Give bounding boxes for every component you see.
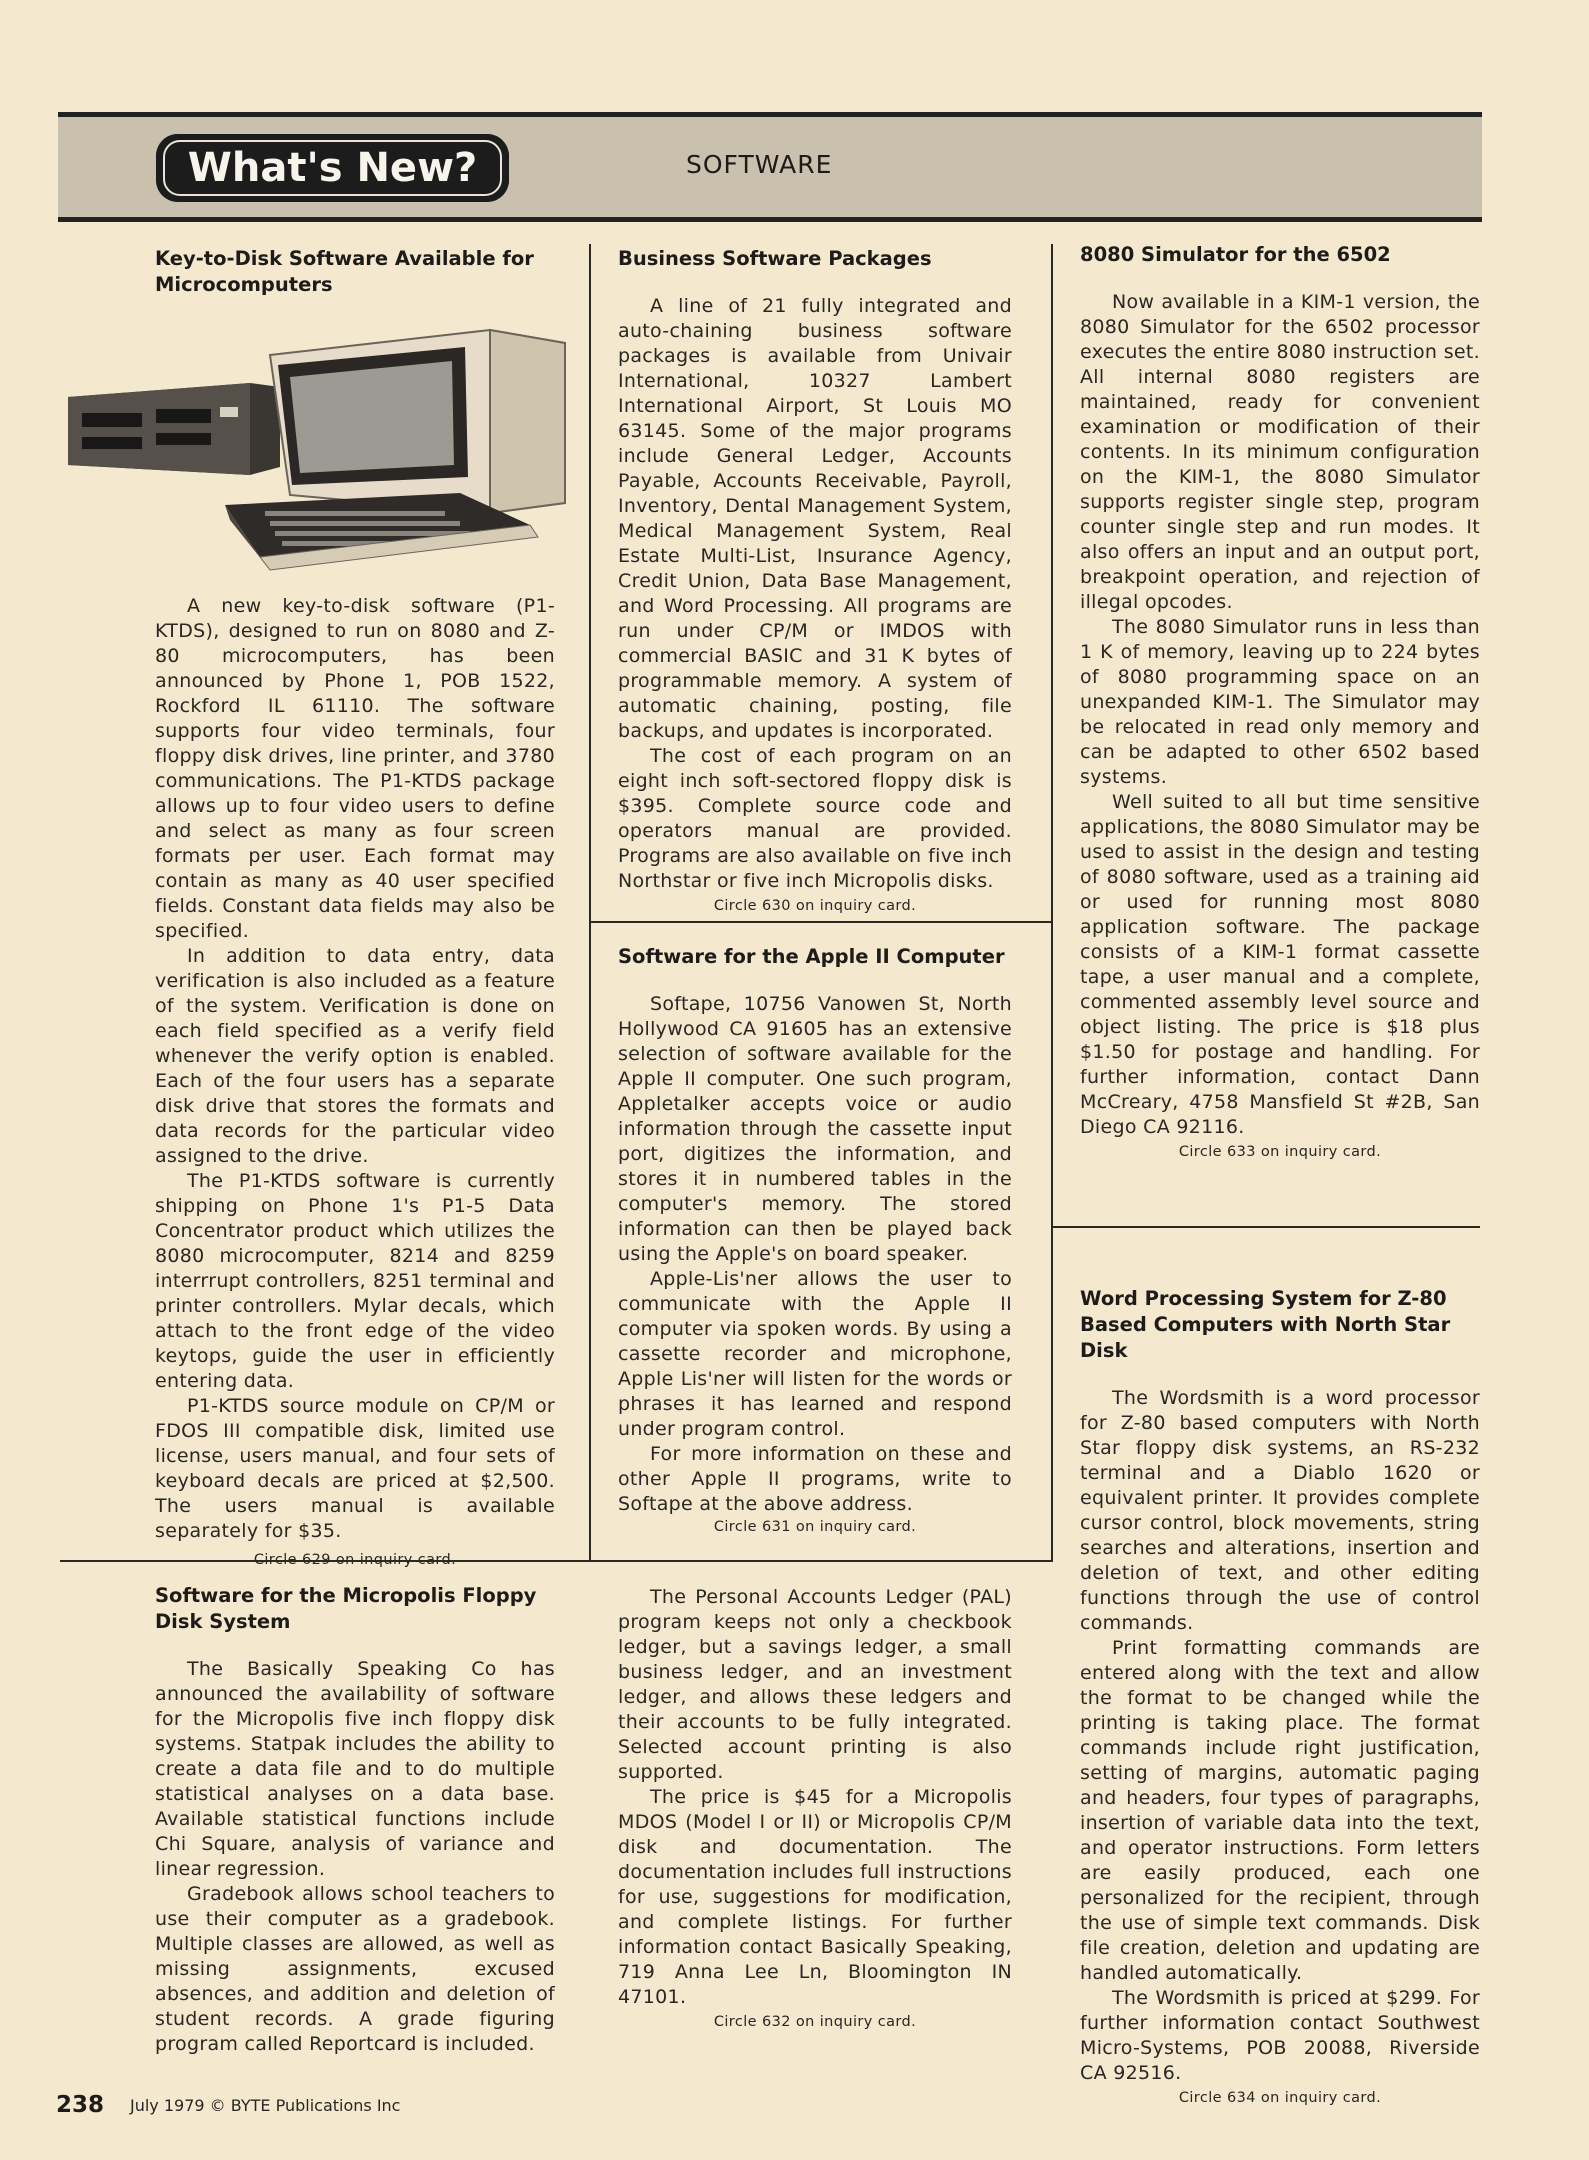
paragraph: Softape, 10756 Vanowen St, North Hollywood CA 91605 has an extensive selection of software available for the Apple II computer. One such program, Appletalker accepts voice or audio information through the cassette input port, digitizes the information, and stores it in numbered tables in the computer's memory. The stored information can then be played back using the Apple's on board speaker. <box>618 993 1012 1265</box>
page-number: 238 <box>56 2092 105 2118</box>
article-body <box>155 1657 555 2057</box>
paragraph: The Basically Speaking Co has announced the availability of software for the Micropolis five inch floppy disk systems. Statpak includes the ability to create a data file and to do multiple statistical analyses on a data base. Available statistical functions include Chi Square, analysis of variance and linear regression. <box>155 1658 555 1880</box>
article-8080-simulator <box>1080 242 1480 1160</box>
paragraph: The Wordsmith is priced at $299. For further information contact Southwest Micro-Systems, POB 20088, Riverside CA 92516. <box>1080 1987 1480 2084</box>
paragraph: Now available in a KIM-1 version, the 8080 Simulator for the 6502 processor executes the entire 8080 instruction set. All internal 8080 registers are maintained, ready for convenient examination or modification of their contents. In its minimum configuration on the KIM-1, the 8080 Simulator supports register single step, program counter single step and run modes. It also offers an input and an output port, breakpoint operation, and rejection of illegal opcodes. <box>1080 291 1480 613</box>
paragraph: Print formatting commands are entered along with the text and allow the format to be changed while the printing is taking place. The format commands include right justification, setting of margins, automatic paging and headers, four types of paragraphs, insertion of variable data into the text, and operator instructions. Form letters are easily produced, each one personalized for the recipient, through the use of simple text commands. Disk file creation, deletion and updating are handled automatically. <box>1080 1637 1480 1984</box>
article-body <box>1080 290 1480 1140</box>
paragraph: The Wordsmith is a word processor for Z-80 based computers with North Star floppy disk systems, an RS-232 terminal and a Diablo 1620 or equivalent printer. It provides complete cursor control, block movements, string searches and alterations, insertion and deletion of text, and other editing functions through the use of control commands. <box>1080 1387 1480 1634</box>
column-rule-1 <box>589 244 591 1562</box>
article-title: Software for the Micropolis Floppy Disk System <box>155 1584 537 1633</box>
article-key-to-disk <box>155 246 555 298</box>
article-title: Software for the Apple II Computer <box>618 945 1005 968</box>
article-key-to-disk-body <box>155 594 555 1573</box>
column-rule-2 <box>1051 244 1053 1562</box>
article-business-software <box>618 246 1012 914</box>
inquiry-circle: Circle 633 on inquiry card. <box>1178 1144 1382 1160</box>
article-body <box>618 294 1012 894</box>
article-title: Key-to-Disk Software Available for Microcomputers <box>155 247 534 296</box>
row-rule-middle <box>590 921 1052 923</box>
section-label: SOFTWARE <box>686 150 833 179</box>
paragraph: The cost of each program on an eight inch soft-sectored floppy disk is $395. Complete source code and operators manual are provided. Programs are also available on five inch Northstar or five inch Micropolis disks. <box>618 745 1012 892</box>
whats-new-badge <box>156 134 509 202</box>
row-rule-right <box>1052 1226 1480 1228</box>
product-photo <box>60 325 574 580</box>
inquiry-circle: Circle 631 on inquiry card. <box>713 1519 917 1535</box>
article-micropolis <box>155 1583 555 2057</box>
paragraph: The Personal Accounts Ledger (PAL) program keeps not only a checkbook ledger, but a savings ledger, a small business ledger, and an investment ledger, and allows these ledgers and their accounts to be fully integrated. Selected account printing is also supported. <box>618 1586 1012 1783</box>
article-title: Business Software Packages <box>618 247 932 270</box>
article-body <box>618 992 1012 1517</box>
badge-text: What's New? <box>187 145 478 191</box>
paragraph: Well suited to all but time sensitive applications, the 8080 Simulator may be used to assist in the design and testing of 8080 software, used as a training aid or used for running most 8080 application software. The package consists of a KIM-1 format cassette tape, a user manual and a complete, commented assembly level source and object listing. The price is $18 plus $1.50 for postage and handling. For further information, contact Dann McCreary, 4758 Mansfield St #2B, San Diego CA 92116. <box>1080 791 1480 1138</box>
article-pal <box>618 1585 1012 2030</box>
inquiry-circle: Circle 630 on inquiry card. <box>713 898 917 914</box>
article-title: 8080 Simulator for the 6502 <box>1080 243 1391 266</box>
inquiry-circle: Circle 629 on inquiry card. <box>253 1552 457 1568</box>
paragraph: Gradebook allows school teachers to use their computer as a gradebook. Multiple classes are allowed, as well as missing assignments, excused absences, and addition and deletion of student records. A grade figuring program called Reportcard is included. <box>155 1883 555 2055</box>
article-word-processing <box>1080 1286 1480 2106</box>
paragraph: The price is $45 for a Micropolis MDOS (Model I or II) or Micropolis CP/M disk and documentation. The documentation includes full instructions for use, suggestions for modification, and complete listings. For further information contact Basically Speaking, 719 Anna Lee Ln, Bloomington IN 47101. <box>618 1786 1012 2008</box>
article-body <box>618 1585 1012 2010</box>
article-title: Word Processing System for Z-80 Based Computers with North Star Disk <box>1080 1287 1451 1362</box>
screen <box>290 361 454 473</box>
article-apple-ii <box>618 944 1012 1535</box>
inquiry-circle: Circle 632 on inquiry card. <box>713 2014 917 2030</box>
inquiry-circle: Circle 634 on inquiry card. <box>1178 2090 1382 2106</box>
paragraph: The 8080 Simulator runs in less than 1 K of memory, leaving up to 224 bytes of 8080 programming space on an unexpanded KIM-1. The Simulator may be relocated in read only memory and can be adapted to other 6502 based systems. <box>1080 616 1480 788</box>
paragraph: A new key-to-disk software (P1-KTDS), designed to run on 8080 and Z-80 microcomputers, has been announced by Phone 1, POB 1522, Rockford IL 61110. The software supports four video terminals, four floppy disk drives, line printer, and 3780 communications. The P1-KTDS package allows up to four video users to define and select as many as four screen formats per user. Each format may contain as many as 40 user specified fields. Constant data fields may also be specified. <box>155 595 555 942</box>
paragraph: In addition to data entry, data verification is also included as a feature of the system. Verification is done on each field specified as a verify field whenever the verify option is enabled. Each of the four users has a separate disk drive that stores the formats and data records for the particular video assigned to the drive. <box>155 945 555 1167</box>
computer-terminal-photo <box>60 325 574 580</box>
paragraph: For more information on these and other Apple II programs, write to Softape at the above address. <box>618 1443 1012 1515</box>
paragraph: A line of 21 fully integrated and auto-chaining business software packages is available from Univair International, 10327 Lambert International Airport, St Louis MO 63145. Some of the major programs include General Ledger, Accounts Payable, Accounts Receivable, Payroll, Inventory, Dental Management System, Medical Management System, Real Estate Multi-List, Insurance Agency, Credit Union, Data Base Management, and Word Processing. All programs are run under CP/M or IMDOS with commercial BASIC and 31 K bytes of programmable memory. A system of automatic chaining, posting, file backups, and updates is incorporated. <box>618 295 1012 742</box>
paragraph: Apple-Lis'ner allows the user to communicate with the Apple II computer via spoken words. By using a cassette recorder and microphone, Apple Lis'ner will listen for the words or phrases it has learned and respond under program control. <box>618 1268 1012 1440</box>
publication-line: July 1979 © BYTE Publications Inc <box>130 2096 401 2115</box>
header-band <box>58 112 1482 222</box>
paragraph: The P1-KTDS software is currently shipping on Phone 1's P1-5 Data Concentrator product which utilizes the 8080 microcomputer, 8214 and 8259 interrrupt controllers, 8251 terminal and printer controllers. Mylar decals, which attach to the front edge of the video keytops, guide the user in efficiently entering data. <box>155 1170 555 1392</box>
paragraph: P1-KTDS source module on CP/M or FDOS III compatible disk, limited use license, users manual, and four sets of keyboard decals are priced at $2,500. The users manual is available separately for $35. <box>155 1395 555 1542</box>
article-body <box>1080 1386 1480 2086</box>
